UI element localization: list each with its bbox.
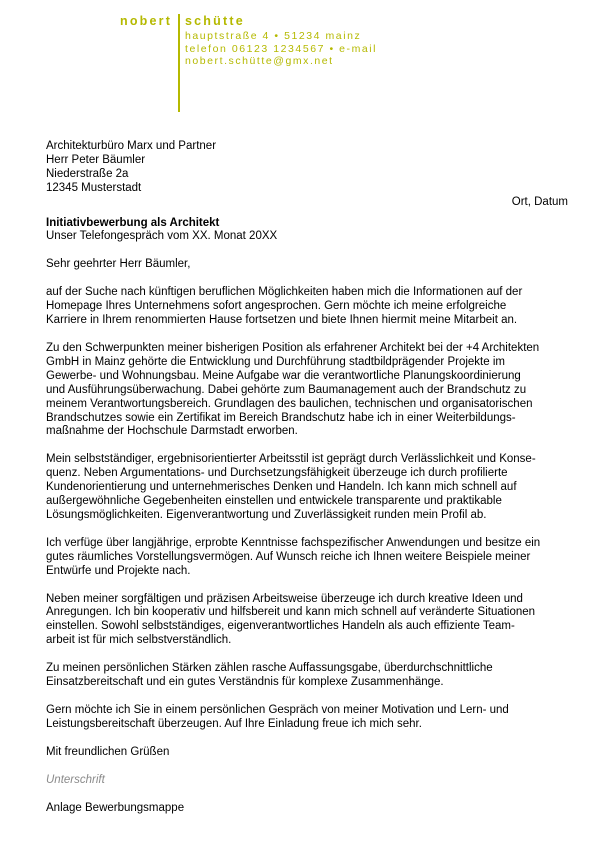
- recipient-city: 12345 Musterstadt: [46, 181, 142, 194]
- letter-body: [46, 140, 568, 816]
- paragraph-line: arbeit ist für mich selbstverständlich.: [46, 634, 232, 647]
- paragraph-line: GmbH in Mainz gehörte die Entwicklung und Durchführung stadtbildprägender Projekte im: [46, 355, 505, 368]
- paragraph-line: außergewöhnliche Gegebenheiten einstellen und entwickele transparente und praktikable: [46, 495, 502, 508]
- paragraph-line: maßnahme der Hochschule Darmstadt erworben.: [46, 425, 298, 438]
- letter-paragraph: [46, 286, 568, 328]
- paragraph-line: Entwürfe und Projekte nach.: [46, 564, 191, 577]
- letter-paragraph: [46, 662, 568, 690]
- place-date: Ort, Datum: [511, 195, 568, 208]
- subject-title: Initiativbewerbung als Architekt: [46, 216, 220, 229]
- recipient-street: Niederstraße 2a: [46, 167, 129, 180]
- letterhead: [0, 0, 600, 115]
- letter-paragraph: [46, 453, 568, 523]
- paragraph-line: Leistungsbereitschaft überzeugen. Auf Ihre Einladung freue ich mich sehr.: [46, 717, 422, 730]
- paragraph-line: Brandschutzes sowie ein Zertifikat im Bereich Brandschutz habe ich in einer Weiterbildungs-: [46, 411, 516, 424]
- paragraph-line: Gewerbe- und Wohnungsbau. Meine Aufgabe war die verantwortliche Planungskoordinierung: [46, 369, 521, 382]
- letter-paragraph: [46, 537, 568, 579]
- paragraph-line: Zu meinen persönlichen Stärken zählen rasche Auffassungsgabe, überdurchschnittliche: [46, 662, 493, 675]
- enclosure-note: Anlage Bewerbungsmappe: [46, 801, 185, 814]
- paragraph-line: quenz. Neben Argumentations- und Durchsetzungsfähigkeit überzeuge ich durch profilierte: [46, 467, 508, 480]
- recipient-person: Herr Peter Bäumler: [46, 153, 146, 166]
- paragraph-line: Karriere in Ihrem renommierten Hause fortsetzen und biete Ihnen hiermit meine Mitarbeit an.: [46, 314, 518, 327]
- recipient-address: [46, 140, 568, 196]
- paragraph-line: Mein selbstständiger, ergebnisorientierter Arbeitsstil ist geprägt durch Verlässlichkeit und Konse-: [46, 453, 536, 466]
- sender-phone-line: telefon 06123 1234567 • e-mail: [185, 42, 378, 55]
- paragraph-line: Zu den Schwerpunkten meiner bisherigen Position als erfahrener Architekt bei der +4 Architekten: [46, 341, 540, 354]
- salutation: Sehr geehrter Herr Bäumler,: [46, 258, 191, 271]
- sender-address-line: hauptstraße 4 • 51234 mainz: [185, 30, 362, 42]
- signature-placeholder: Unterschrift: [46, 773, 105, 786]
- paragraph-line: Anregungen. Ich bin kooperativ und hilfsbereit und kann mich schnell auf veränderte Situationen: [46, 606, 536, 619]
- paragraph-line: Ich verfüge über langjährige, erprobte Kenntnisse fachspezifischer Anwendungen und besitze ein: [46, 536, 541, 549]
- sender-first-name: nobert: [120, 14, 173, 28]
- letter-paragraph: [46, 593, 568, 649]
- closing: Mit freundlichen Grüßen: [46, 745, 170, 758]
- paragraph-line: einstellen. Sowohl selbstständiges, eigenverantwortliches Handeln als auch effiziente Team-: [46, 620, 515, 633]
- subject-reference: Unser Telefongespräch vom XX. Monat 20XX: [46, 230, 278, 243]
- subject-block: [46, 217, 568, 245]
- letter-paragraphs: [46, 286, 568, 732]
- paragraph-line: Einsatzbereitschaft und ein gutes Verständnis für komplexe Zusammenhänge.: [46, 676, 444, 689]
- paragraph-line: Lösungsmöglichkeiten. Eigenverantwortung und Zuverlässigkeit runden mein Profil ab.: [46, 508, 487, 521]
- paragraph-line: Gern möchte ich Sie in einem persönlichen Gespräch von meiner Motivation und Lern- und: [46, 704, 509, 716]
- paragraph-line: auf der Suche nach künftigen beruflichen Möglichkeiten haben mich die Informationen auf der: [46, 286, 523, 299]
- letterhead-divider: [178, 14, 180, 112]
- paragraph-line: Homepage Ihres Unternehmens sofort angesprochen. Gern möchte ich meine erfolgreiche: [46, 300, 507, 313]
- sender-last-name: schütte: [185, 14, 245, 28]
- paragraph-line: gutes räumliches Vorstellungsvermögen. Auf Wunsch reiche ich Ihnen weitere Beispiele meiner: [46, 550, 531, 563]
- letter-paragraph: [46, 704, 568, 732]
- paragraph-line: Kundenorientierung und unternehmerisches Denken und Handeln. Ich kann mich schnell auf: [46, 481, 517, 494]
- sender-contact: [185, 30, 377, 68]
- recipient-company: Architekturbüro Marx und Partner: [46, 140, 217, 152]
- sender-email-line: nobert.schütte@gmx.net: [185, 55, 334, 68]
- paragraph-line: meinem Verantwortungsbereich. Grundlagen des baulichen, technischen und organisatorischen: [46, 397, 533, 410]
- paragraph-line: Neben meiner sorgfältigen und präzisen Arbeitsweise überzeuge ich durch kreative Ideen und: [46, 592, 523, 605]
- letter-paragraph: [46, 342, 568, 439]
- paragraph-line: und Ausführungsüberwachung. Dabei gehörte zum Baumanagement auch der Brandschutz zu: [46, 383, 527, 396]
